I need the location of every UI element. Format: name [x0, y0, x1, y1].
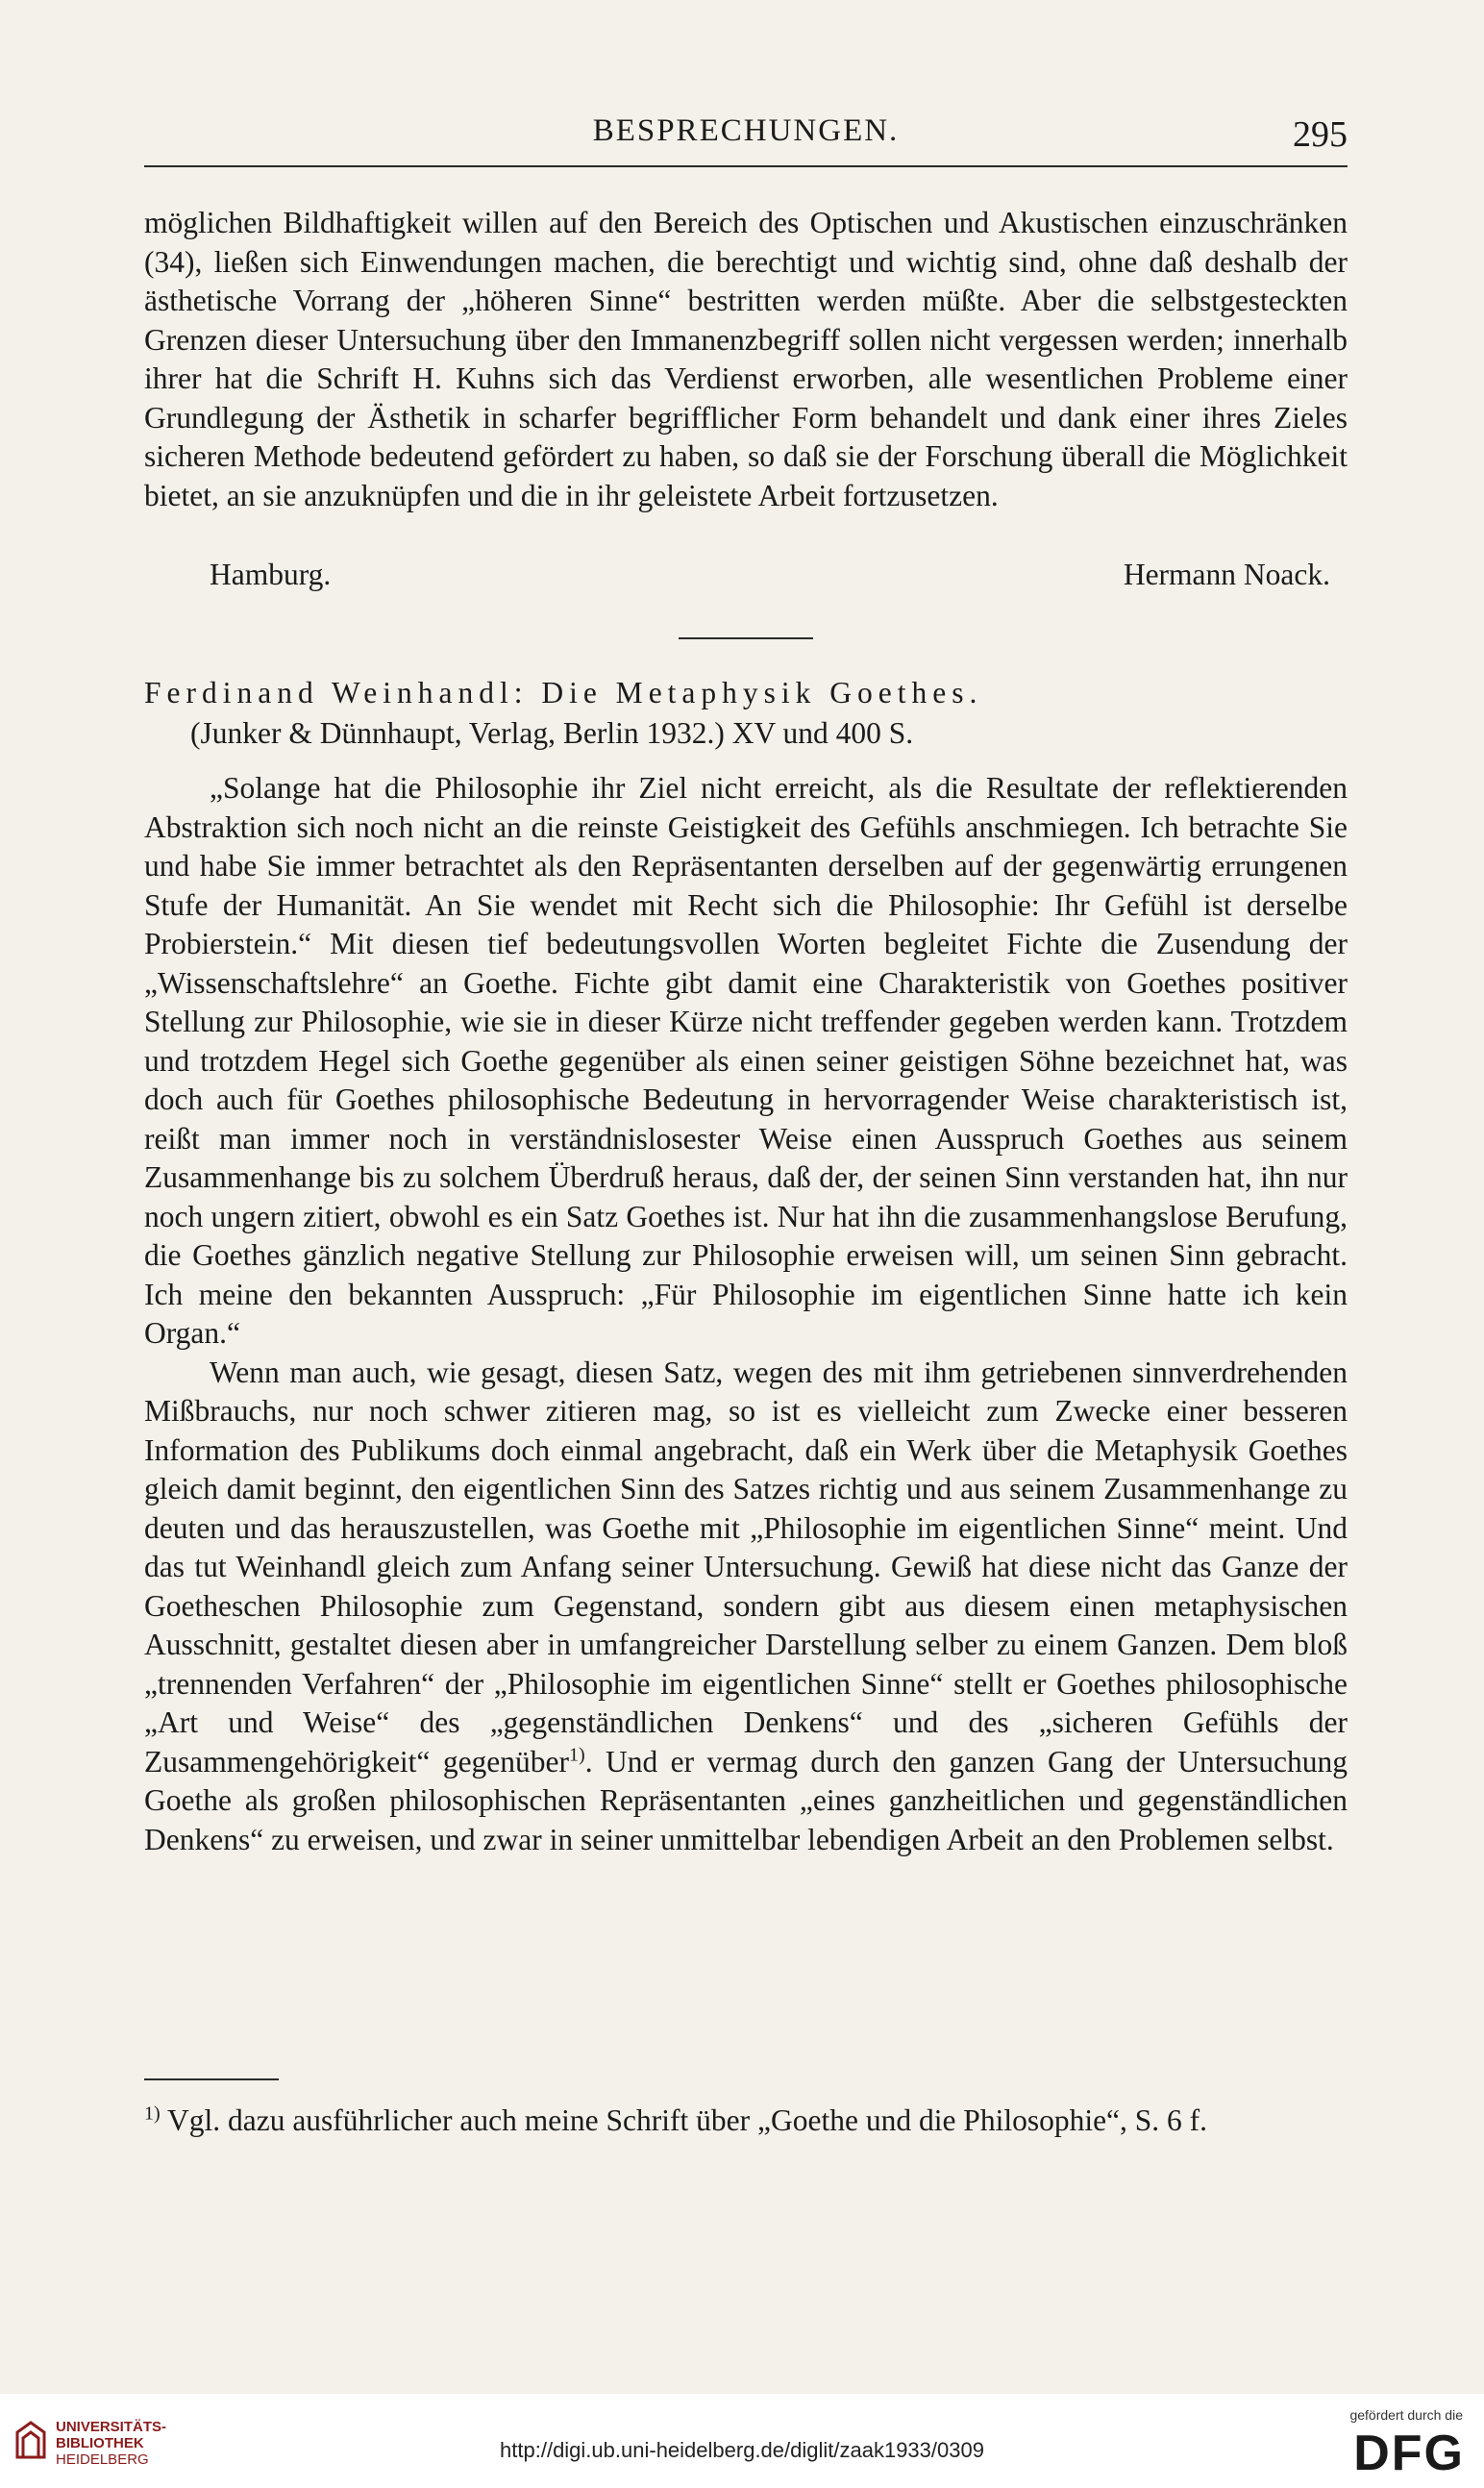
review-author-title: Ferdinand Weinhandl: Die Metaphysik Goethes. [144, 676, 983, 709]
header-rule [144, 165, 1348, 167]
intro-paragraph: möglichen Bildhaftigkeit willen auf den Bereich des Optischen und Akustischen einzuschränken (34), ließen sich Einwendungen machen, die berechtigt und wichtig sind, ohne daß deshalb der ästhetische Vorrang der „höheren Sinne“ bestritten werden müßte. Aber die selbstgesteckten Grenzen dieser Untersuchung über den Immanenzbegriff sollen nicht vergessen werden; innerhalb ihrer hat die Schrift H. Kuhns sich das Verdienst erworben, alle wesentlichen Probleme einer Grundlegung der Ästhetik in scharfer begrifflicher Form behandelt und dank einer ihres Zieles sicheren Methode bedeutend gefördert zu haben, so daß sie der Forschung überall die Möglichkeit bietet, an sie anzuknüpfen und die in ihr geleistete Arbeit fortzusetzen. [144, 206, 1348, 512]
body-paragraph-1: „Solange hat die Philosophie ihr Ziel nicht erreicht, als die Resultate der reflektierenden Abstraktion sich noch nicht an die reinste Geistigkeit des Gefühls anschmiegen. Ich betrachte Sie und habe Sie immer betrachtet als den Repräsentanten derselben auf der gegenwärtig errungenen Stufe der Humanität. An Sie wendet mit Recht sich die Philosophie: Ihr Gefühl ist derselbe Probierstein.“ Mit diesen tief bedeutungsvollen Worten begleitet Fichte die Zusendung der „Wissenschaftslehre“ an Goethe. Fichte gibt damit eine Charakteristik von Goethes positiver Stellung zur Philosophie, wie sie in dieser Kürze nicht treffender gegeben werden kann. Trotzdem und trotzdem Hegel sich Goethe gegenüber als einen seiner geistigen Söhne bezeichnet hat, was doch auch für Goethes philosophische Bedeutung in hervorragender Weise charakteristisch ist, reißt man immer noch in verständnislosester Weise einen Ausspruch Goethes aus seinem Zusammenhange bis zu solchem Überdruß heraus, daß der, der seinen Sinn verstanden hat, ihn nur noch ungern zitiert, obwohl es ein Satz Goethes ist. Nur hat ihn die zusammenhangslose Berufung, die Goethes gänzlich negative Stellung zur Philosophie erweisen will, um seinen Sinn gebracht. Ich meine den bekannten Ausspruch: „Für Philosophie im eigentlichen Sinne hatte ich kein Organ.“ [144, 771, 1348, 1350]
library-name-line-2: BIBLIOTHEK [56, 2435, 144, 2451]
digitization-footer [0, 2394, 1484, 2488]
body-text [144, 769, 1348, 1859]
running-title: BESPRECHUNGEN. [592, 113, 900, 148]
signoff-place: Hamburg. [210, 558, 332, 591]
body-paragraph-2-part-b: . Und er vermag durch den ganzen Gang der Untersuchung Goethe als großen philosophischen Repräsentanten „eines ganzheitlichen und gegenständlichen Denkens“ zu erweisen, und zwar in seiner unmittelbar lebendigen Arbeit an den Problemen selbst. [144, 1744, 1348, 1856]
library-name-line-3: HEIDELBERG [56, 2451, 149, 2468]
footnote-reference[interactable]: 1) [569, 1744, 585, 1765]
dfg-caption: gefördert durch die [1349, 2407, 1463, 2423]
intro-paragraph-block [144, 204, 1348, 515]
review-heading [144, 673, 1348, 754]
footnote-marker: 1) [144, 2102, 161, 2125]
signoff-reviewer: Hermann Noack. [1123, 558, 1330, 591]
footnote-text: Vgl. dazu ausführlicher auch meine Schrift über „Goethe und die Philosophie“, S. 6 f. [160, 2103, 1208, 2137]
body-paragraph-2-part-a: Wenn man auch, wie gesagt, diesen Satz, wegen des mit ihm getriebenen sinnverdrehenden Mißbrauchs, nur noch schwer zitieren mag, so ist es vielleicht zum Zwecke einer besseren Information des Publikums doch einmal angebracht, daß ein Werk über die Metaphysik Goethes gleich damit beginnt, den eigentlichen Sinn des Satzes richtig und aus seinem Zusammenhange zu deuten und das herauszustellen, was Goethe mit „Philosophie im eigentlichen Sinne“ meint. Und das tut Weinhandl gleich zum Anfang seiner Untersuchung. Gewiß hat diese nicht das Ganze der Goetheschen Philosophie zum Gegenstand, sondern gibt aus diesem einen metaphysischen Ausschnitt, gestaltet diesen aber in umfangreicher Darstellung selber zu einem Ganzen. Dem bloß „trennenden Verfahren“ der „Philosophie im eigentlichen Sinne“ stellt er Goethes philosophische „Art und Weise“ des „gegenständlichen Denkens“ und des „sicheren Gefühls der Zusammengehörigkeit“ gegenüber [144, 1355, 1348, 1779]
footnote-rule [144, 2078, 279, 2080]
section-separator [679, 637, 813, 639]
review-signoff [210, 558, 1330, 598]
page-number: 295 [1293, 114, 1348, 155]
digitization-url[interactable]: http://digi.ub.uni-heidelberg.de/diglit/zaak1933/0309 [500, 2438, 984, 2462]
page-header [144, 113, 1348, 162]
footnote [144, 2102, 1348, 2140]
review-publication: (Junker & Dünnhaupt, Verlag, Berlin 1932.) XV und 400 S. [190, 716, 914, 750]
library-name-line-1: UNIVERSITÄTS- [56, 2419, 167, 2435]
body-paragraph-2 [144, 1354, 1348, 1860]
dfg-logo: DFG [1353, 2426, 1465, 2481]
